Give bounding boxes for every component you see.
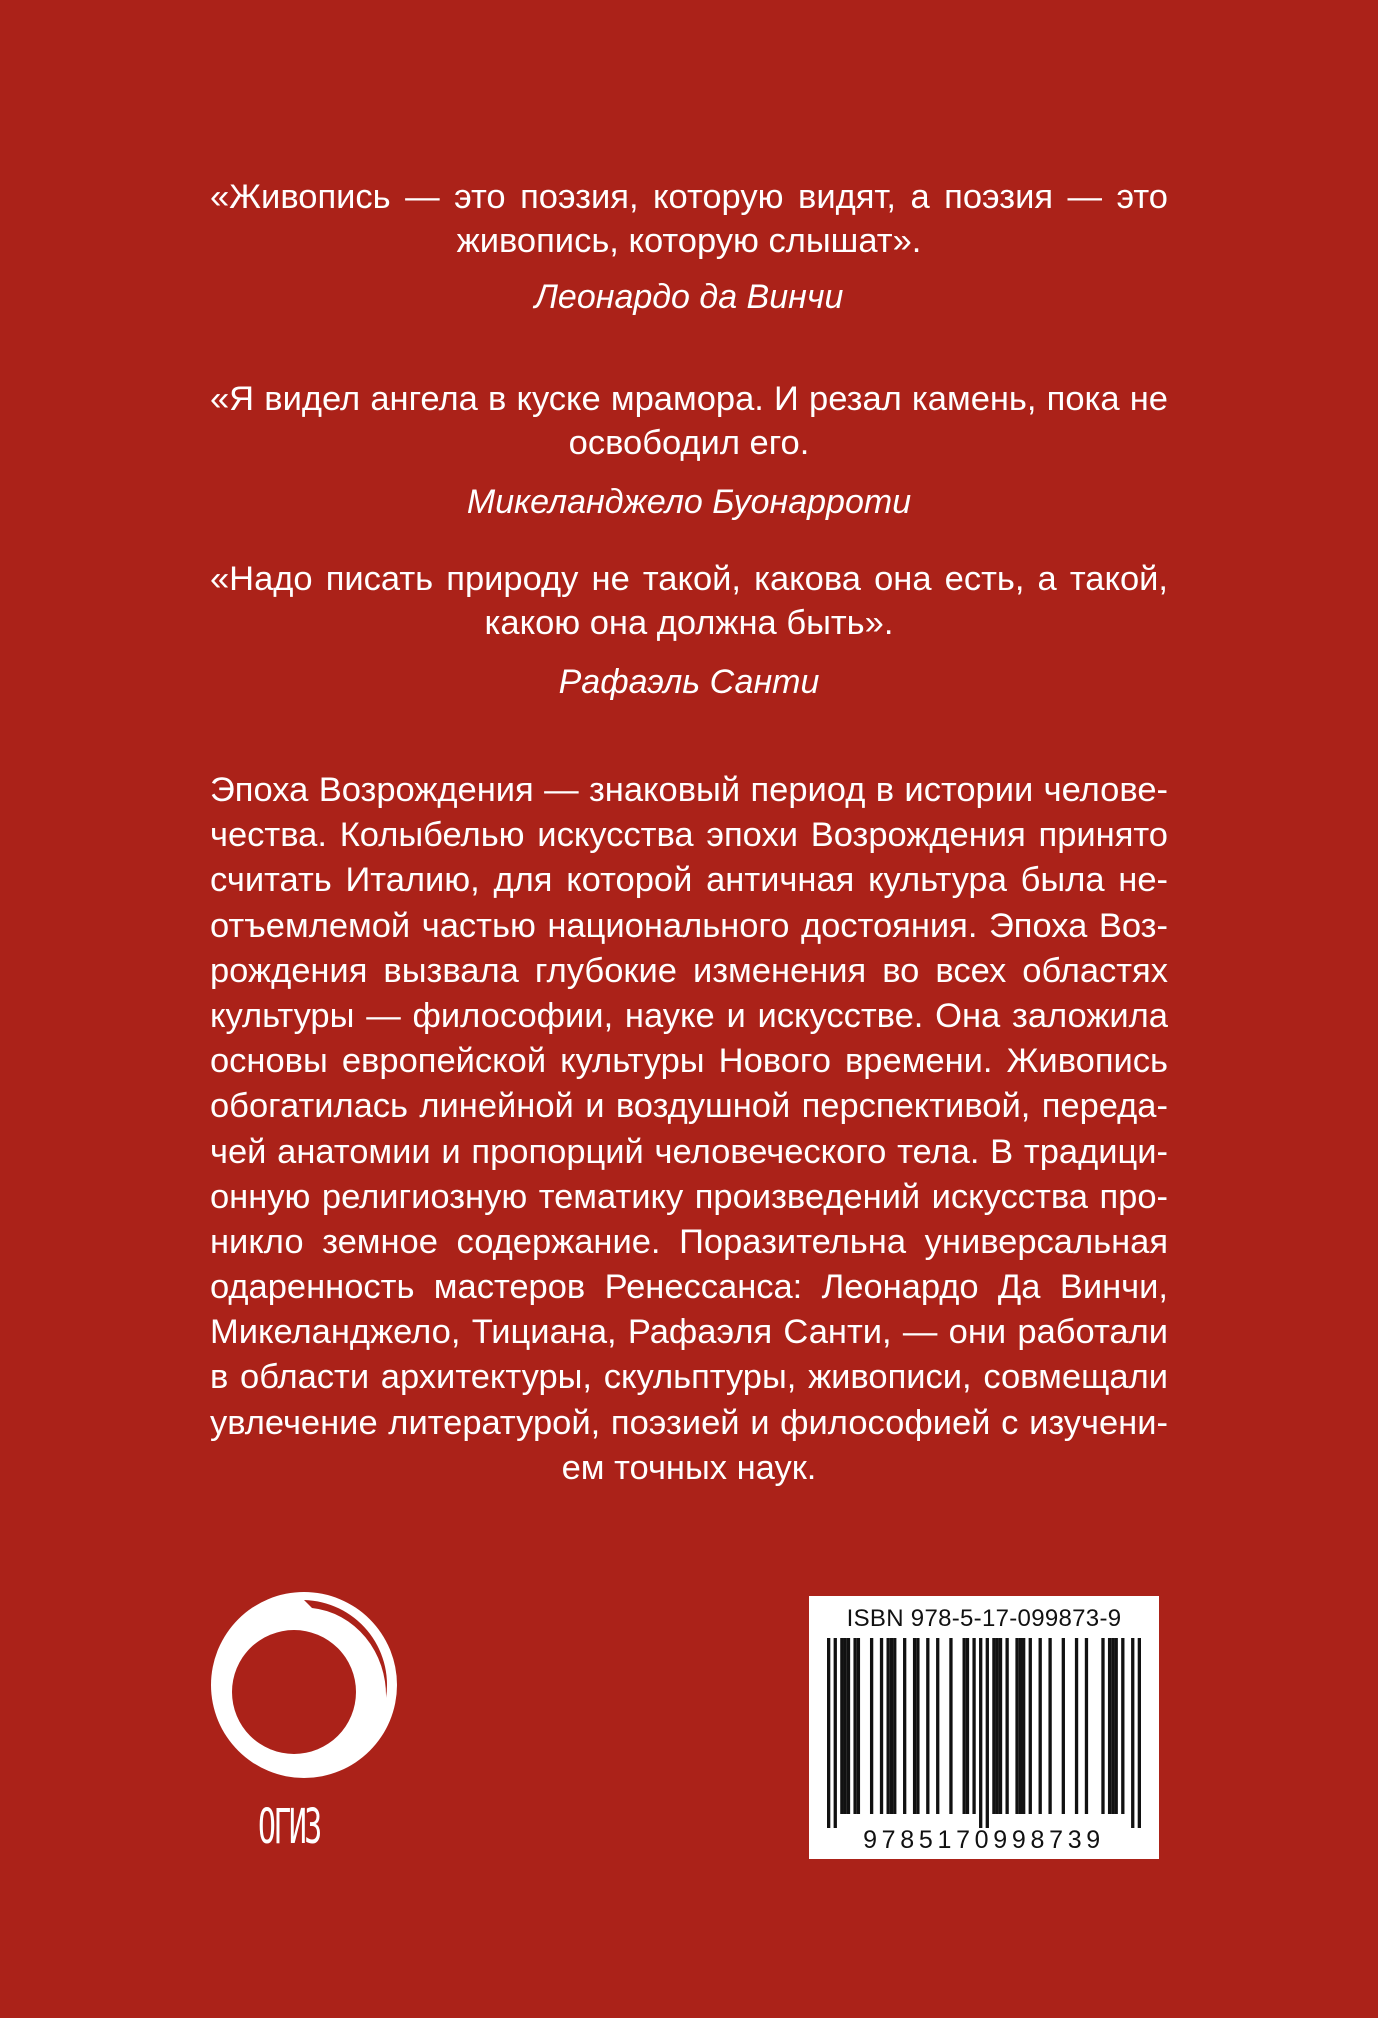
barcode-bar bbox=[1029, 1638, 1032, 1814]
barcode-bar bbox=[949, 1638, 952, 1814]
publisher-logo-text: ОГИЗ bbox=[258, 1799, 320, 1855]
quote-author-raphael: Рафаэль Санти bbox=[558, 663, 820, 701]
barcode-bar bbox=[996, 1638, 999, 1814]
description-line: никло земное содержание. Поразительна универсальная bbox=[210, 1222, 1168, 1261]
barcode-bar bbox=[847, 1638, 850, 1814]
barcode-bar bbox=[870, 1638, 873, 1814]
barcode-bar bbox=[827, 1638, 830, 1828]
description-line: обогатилась линейной и воздушной перспективой, переда- bbox=[210, 1087, 1168, 1126]
quote-author-michelangelo: Микеланджело Буонарроти bbox=[466, 483, 912, 521]
barcode-bar bbox=[992, 1638, 995, 1814]
barcode-bar bbox=[1138, 1638, 1141, 1828]
quote-leonardo: «Живопись — это поэзия, которую видят, а поэзия — это живопись, которую слышат». bbox=[210, 178, 1168, 260]
description-line: в области архитектуры, скульптуры, живописи, совмещали bbox=[210, 1358, 1168, 1397]
quote-michelangelo: «Я видел ангела в куске мрамора. И резал камень, пока не освободил его. bbox=[210, 380, 1168, 462]
description-line: чества. Колыбелью искусства эпохи Возрождения принято bbox=[210, 816, 1168, 855]
barcode-bar bbox=[886, 1638, 889, 1814]
barcode-bar bbox=[1121, 1638, 1124, 1814]
barcode-bar bbox=[1115, 1638, 1118, 1814]
barcode-bar bbox=[1019, 1638, 1022, 1814]
barcode-bar bbox=[880, 1638, 883, 1814]
barcode-bar bbox=[1062, 1638, 1065, 1814]
barcode-bar bbox=[890, 1638, 893, 1814]
barcode-bar bbox=[926, 1638, 929, 1814]
description-line: рождения вызвала глубокие изменения во всех областях bbox=[210, 951, 1168, 990]
barcode-bar bbox=[972, 1638, 975, 1814]
barcode-bar bbox=[1101, 1638, 1104, 1814]
barcode-bar bbox=[999, 1638, 1002, 1814]
barcode-bar bbox=[840, 1638, 843, 1814]
description-line: онную религиозную тематику произведений искусства про- bbox=[210, 1177, 1168, 1216]
barcode-bar bbox=[853, 1638, 856, 1814]
ean-digits: 9785170998739 bbox=[863, 1826, 1105, 1854]
barcode-bar bbox=[903, 1638, 906, 1814]
isbn-label: ISBN 978-5-17-099873-9 bbox=[846, 1605, 1122, 1632]
description-line: Микеланджело, Тициана, Рафаэля Санти, — они работали bbox=[210, 1313, 1168, 1352]
barcode-bars bbox=[827, 1638, 1141, 1828]
ring-logo-icon bbox=[208, 1590, 400, 1780]
barcode-bar bbox=[893, 1638, 896, 1814]
barcode-bar bbox=[1022, 1638, 1025, 1814]
barcode-bar bbox=[1108, 1638, 1111, 1814]
barcode-bar bbox=[979, 1638, 982, 1828]
barcode-bar bbox=[1039, 1638, 1042, 1814]
description-line: культуры — философии, науке и искусстве. Она заложила bbox=[210, 996, 1168, 1035]
barcode-bar bbox=[986, 1638, 989, 1828]
description-line: чей анатомии и пропорций человеческого тела. В традици- bbox=[210, 1132, 1168, 1171]
description-line: увлечение литературой, поэзией и философией с изучени- bbox=[210, 1403, 1168, 1442]
barcode-bar bbox=[1075, 1638, 1078, 1814]
barcode-bar bbox=[1005, 1638, 1008, 1814]
barcode-bar bbox=[1085, 1638, 1088, 1814]
barcode-bar bbox=[1131, 1638, 1134, 1828]
barcode-bar bbox=[834, 1638, 837, 1828]
barcode-bar bbox=[1048, 1638, 1051, 1814]
barcode-bar bbox=[936, 1638, 939, 1814]
description-line: отъемлемой частью национального достояния. Эпоха Воз- bbox=[210, 906, 1168, 945]
description-line: основы европейской культуры Нового времени. Живопись bbox=[210, 1042, 1168, 1081]
isbn-barcode bbox=[809, 1596, 1159, 1859]
description-line: одаренность мастеров Ренессанса: Леонардо Да Винчи, bbox=[210, 1268, 1168, 1307]
description-paragraph bbox=[210, 768, 1168, 1491]
barcode-bar bbox=[963, 1638, 966, 1814]
barcode-bar bbox=[857, 1638, 860, 1814]
quote-raphael: «Надо писать природу не такой, какова она есть, а такой, какою она должна быть». bbox=[210, 560, 1168, 642]
barcode-bar bbox=[913, 1638, 916, 1814]
barcode-bar bbox=[1111, 1638, 1114, 1814]
description-line: Эпоха Возрождения — знаковый период в истории челове- bbox=[210, 771, 1168, 809]
quote-author-leonardo: Леонардо да Винчи bbox=[534, 278, 844, 316]
barcode-bar bbox=[1015, 1638, 1018, 1814]
barcode-bar bbox=[844, 1638, 847, 1814]
barcode-bar bbox=[916, 1638, 919, 1814]
description-line: считать Италию, для которой античная культура была не- bbox=[210, 861, 1168, 900]
description-line: ем точных наук. bbox=[561, 1448, 817, 1487]
barcode-bar bbox=[966, 1638, 969, 1814]
